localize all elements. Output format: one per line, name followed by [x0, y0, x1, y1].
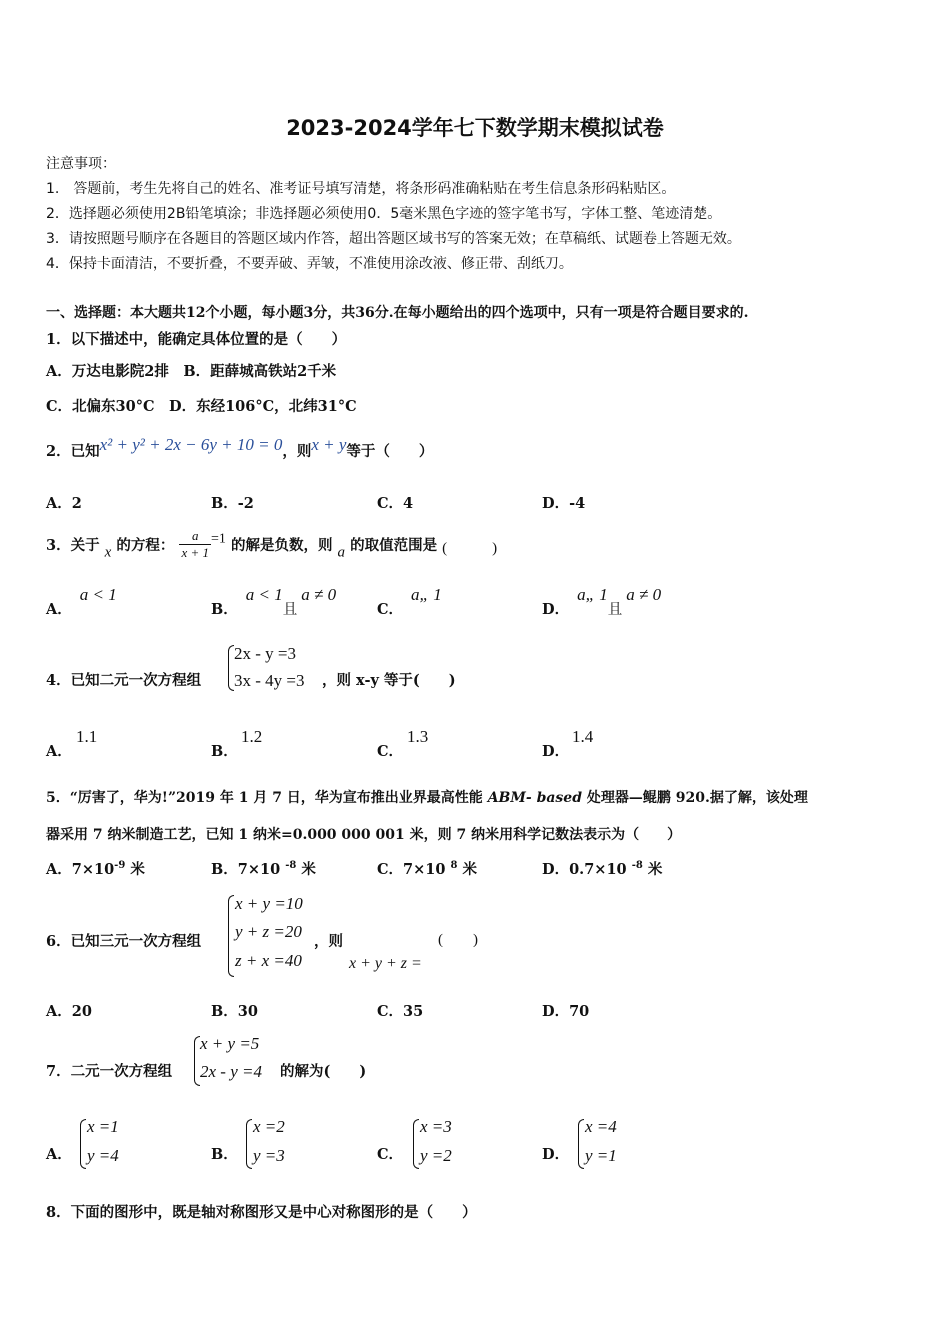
equation-brace	[578, 1119, 584, 1169]
question-5-text: 处理器—鲲鹏 920.据了解，该处理	[582, 790, 808, 806]
question-3-var-x: x	[104, 544, 112, 561]
question-2-stem	[46, 435, 434, 461]
option-d[interactable]: D．	[542, 743, 570, 760]
question-5-line1	[46, 787, 808, 807]
equation-brace	[228, 895, 234, 977]
question-6-mid: ，则	[314, 933, 343, 950]
fraction-numerator: a	[179, 528, 211, 545]
question-3-paren: ( )	[442, 540, 498, 557]
question-8-stem: 8．下面的图形中，既是轴对称图形又是中心对称图形的是（ ）	[46, 1204, 477, 1221]
question-6-pre: 6．已知三元一次方程组	[46, 933, 202, 950]
fraction-denominator: x + 1	[181, 545, 209, 560]
system-equation-2: y + z =20	[235, 922, 302, 941]
notice-item: 2．选择题必须使用2B铅笔填涂；非选择题必须使用0．5毫米黑色字迹的签字笔书写，字体工整、笔迹清楚。	[46, 206, 722, 222]
question-3-mid1: 的方程：	[116, 537, 175, 554]
option-and: 且	[282, 602, 298, 618]
option-a[interactable]: A．20	[46, 1003, 92, 1020]
option-text: 米	[125, 861, 145, 878]
question-3-fraction	[179, 528, 211, 561]
question-6-expression: x + y + z =	[349, 955, 422, 972]
solution-x: x =3	[420, 1117, 452, 1136]
option-expression: a ≠ 0	[626, 585, 662, 604]
option-b[interactable]	[211, 858, 316, 879]
option-b[interactable]: B．-2	[211, 495, 254, 512]
option-text: C．7×10	[377, 861, 451, 878]
equation-brace	[80, 1119, 86, 1169]
notice-heading: 注意事项：	[46, 156, 116, 172]
question-3-mid2: 的解是负数，则	[230, 537, 333, 554]
question-3-post: 的取值范围是	[350, 537, 438, 554]
question-4-pre: 4．已知二元一次方程组	[46, 672, 202, 689]
option-c[interactable]: C．4	[377, 495, 414, 512]
equation-brace	[246, 1119, 252, 1169]
solution-y: y =2	[420, 1146, 452, 1165]
solution-x: x =1	[87, 1117, 119, 1136]
question-3-equals: =1	[211, 531, 226, 547]
option-d[interactable]	[542, 584, 662, 618]
system-equation-1: 2x - y =3	[234, 644, 296, 663]
question-4-post: ，则 x-y 等于( )	[322, 672, 456, 689]
option-exponent: -9	[114, 860, 126, 872]
solution-x: x =4	[585, 1117, 617, 1136]
option-a[interactable]	[46, 584, 117, 618]
option-d[interactable]: D．-4	[542, 495, 586, 512]
question-2-expression: x + y	[311, 435, 347, 454]
solution-y: y =1	[585, 1146, 617, 1165]
option-d[interactable]: D．70	[542, 1003, 590, 1020]
option-b[interactable]: B．30	[211, 1003, 258, 1020]
option-expression: a„ 1	[577, 585, 608, 604]
option-and: 且	[607, 602, 623, 618]
option-a[interactable]	[46, 858, 145, 879]
question-2-equation: x² + y² + 2x − 6y + 10 = 0	[99, 435, 283, 454]
option-text: 米	[642, 861, 663, 878]
option-a[interactable]: A．	[46, 1146, 72, 1163]
option-c[interactable]: C．35	[377, 1003, 424, 1020]
option-c-value: 1.3	[407, 727, 429, 746]
option-text: 米	[457, 861, 478, 878]
option-expression: a < 1	[245, 585, 283, 604]
option-c[interactable]	[377, 858, 477, 879]
question-1-options-row2: C．北偏东30°C D．东经106°C，北纬31°C	[46, 398, 357, 415]
system-equation-1: x + y =10	[235, 894, 303, 913]
option-d[interactable]: D．	[542, 1146, 570, 1163]
question-3-stem	[46, 528, 497, 568]
solution-y: y =4	[87, 1146, 119, 1165]
option-a[interactable]: A．	[46, 743, 72, 760]
question-2-pre: 2．已知	[46, 443, 100, 460]
option-expression: a„ 1	[411, 585, 442, 604]
question-3-var-a: a	[337, 544, 346, 561]
option-b[interactable]: B．	[211, 1146, 238, 1163]
option-a[interactable]: A．2	[46, 495, 82, 512]
question-5-line2: 器采用 7 纳米制造工艺，已知 1 纳米=0.000 000 001 米，则 7 纳米用科学记数法表示为（ ）	[46, 827, 682, 843]
notice-item: 3．请按照题号顺序在各题目的答题区域内作答，超出答题区域书写的答案无效；在草稿纸、试题卷上答题无效。	[46, 231, 741, 247]
system-equation-1: x + y =5	[200, 1034, 260, 1053]
question-2-mid: ，则	[282, 443, 312, 460]
option-exponent: -8	[631, 860, 643, 872]
notice-item: 4．保持卡面清洁，不要折叠，不要弄破、弄皱，不准使用涂改液、修正带、刮纸刀。	[46, 256, 573, 272]
system-equation-2: 3x - 4y =3	[234, 671, 305, 690]
solution-x: x =2	[253, 1117, 285, 1136]
option-c[interactable]	[377, 584, 442, 618]
option-b[interactable]: B．	[211, 743, 238, 760]
question-5-text: 5．“厉害了，华为!”2019 年 1 月 7 日，华为宣布推出业界最高性能	[46, 790, 488, 806]
question-7-post: 的解为( )	[280, 1063, 367, 1080]
question-1-stem: 1．以下描述中，能确定具体位置的是（ ）	[46, 331, 347, 348]
option-label: C．	[377, 601, 404, 618]
question-6-paren: ( )	[438, 932, 478, 948]
option-c[interactable]: C．	[377, 743, 404, 760]
option-b-value: 1.2	[241, 727, 263, 746]
option-exponent: 8	[450, 860, 458, 872]
option-expression: a < 1	[79, 585, 117, 604]
option-d[interactable]	[542, 858, 662, 879]
option-d-value: 1.4	[572, 727, 594, 746]
option-exponent: -8	[285, 860, 297, 872]
question-7-pre: 7．二元一次方程组	[46, 1063, 173, 1080]
option-text: A．7×10	[46, 861, 115, 878]
page-title: 2023-2024学年七下数学期末模拟试卷	[286, 116, 664, 140]
option-expression: a ≠ 0	[301, 585, 337, 604]
notice-item: 1. 答题前，考生先将自己的姓名、准考证号填写清楚，将条形码准确粘贴在考生信息条形码粘贴区。	[46, 181, 676, 197]
option-label: A．	[46, 601, 72, 618]
option-b[interactable]	[211, 584, 337, 618]
section-heading: 一、选择题：本大题共12个小题，每小题3分，共36分.在每小题给出的四个选项中，只有一项是符合题目要求的.	[46, 305, 749, 321]
option-c[interactable]: C．	[377, 1146, 404, 1163]
question-2-post: 等于（ ）	[346, 443, 434, 460]
system-equation-3: z + x =40	[235, 951, 302, 970]
option-a-value: 1.1	[76, 727, 98, 746]
equation-brace	[413, 1119, 419, 1169]
question-5-italic: ABM- based	[487, 790, 583, 806]
option-text: B．7×10	[211, 861, 286, 878]
solution-y: y =3	[253, 1146, 285, 1165]
option-text: D．0.7×10	[542, 861, 632, 878]
option-text: 米	[296, 861, 316, 878]
question-3-pre: 3．关于	[46, 537, 100, 554]
question-1-options-row1: A．万达电影院2排 B．距薛城高铁站2千米	[46, 363, 337, 380]
system-equation-2: 2x - y =4	[200, 1062, 262, 1081]
option-label: D．	[542, 601, 570, 618]
option-label: B．	[211, 601, 238, 618]
